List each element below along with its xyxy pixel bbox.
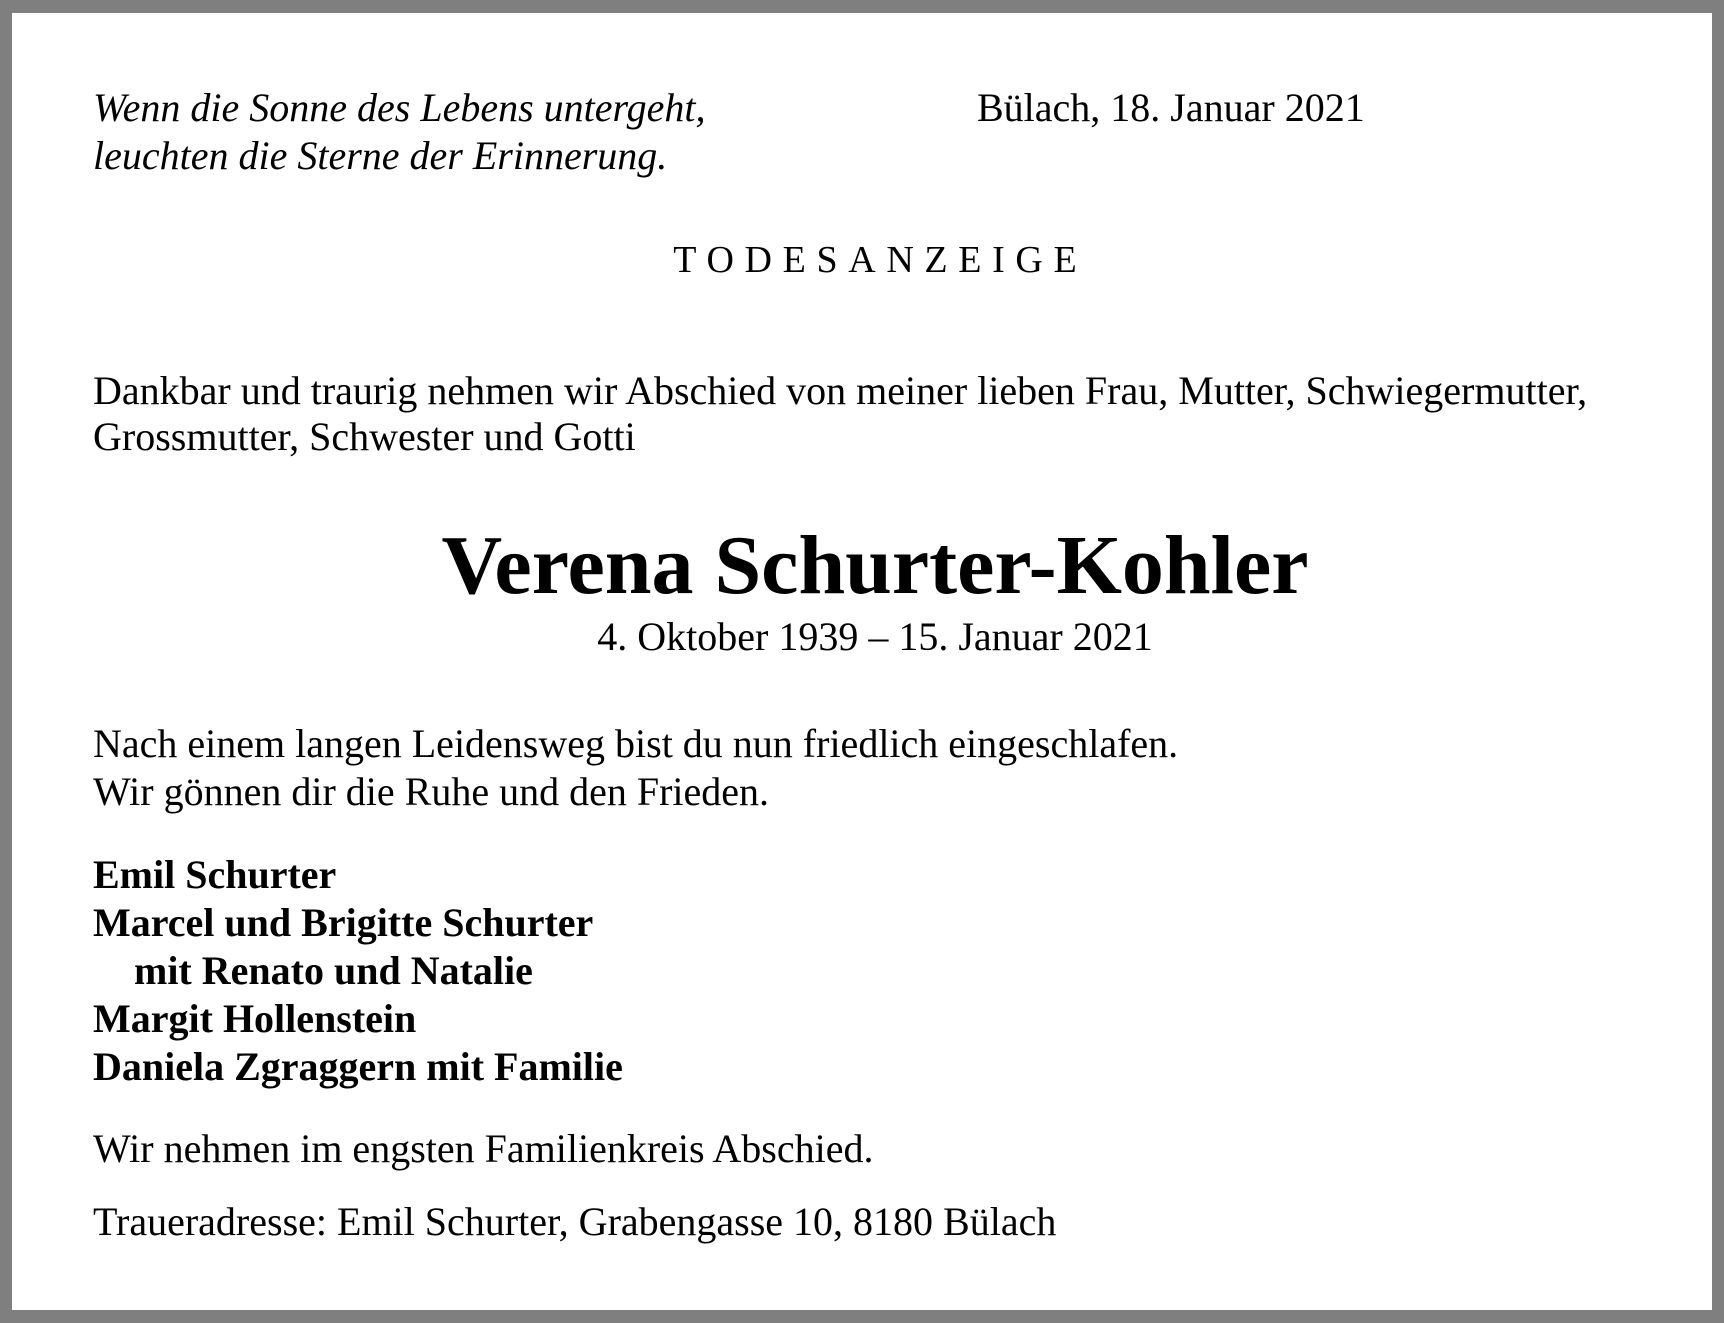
- intro-line-2: Grossmutter, Schwester und Gotti: [93, 414, 636, 459]
- mourner-name: Emil Schurter: [93, 852, 337, 897]
- deceased-name: Verena Schurter-Kohler: [441, 519, 1309, 612]
- motto-quote: [93, 84, 705, 180]
- intro-text: [93, 368, 1587, 460]
- mourner-name: Margit Hollenstein: [93, 996, 417, 1041]
- farewell-text: [93, 720, 1178, 816]
- life-dates: 4. Oktober 1939 – 15. Januar 2021: [597, 614, 1153, 659]
- motto-line-2: leuchten die Sterne der Erinnerung.: [93, 133, 668, 178]
- obituary-page: [12, 13, 1712, 1310]
- mourning-address: Traueradresse: Emil Schurter, Grabengasse 10, 8180 Bülach: [93, 1199, 1057, 1244]
- motto-line-1: Wenn die Sonne des Lebens untergeht,: [93, 85, 706, 130]
- ceremony-note: Wir nehmen im engsten Familienkreis Abschied.: [93, 1126, 874, 1171]
- mourner-name: mit Renato und Natalie: [134, 948, 533, 993]
- mourner-name: Marcel und Brigitte Schurter: [93, 900, 594, 945]
- intro-line-1: Dankbar und traurig nehmen wir Abschied von meiner lieben Frau, Mutter, Schwiegermutter,: [93, 368, 1588, 413]
- mourners-list: [93, 851, 623, 1091]
- mourner-name: Daniela Zgraggern mit Familie: [93, 1044, 623, 1089]
- farewell-line-2: Wir gönnen dir die Ruhe und den Frieden.: [93, 769, 770, 814]
- place-date: Bülach, 18. Januar 2021: [977, 85, 1365, 130]
- notice-heading: TODESANZEIGE: [673, 239, 1088, 281]
- farewell-line-1: Nach einem langen Leidensweg bist du nun friedlich eingeschlafen.: [93, 721, 1179, 766]
